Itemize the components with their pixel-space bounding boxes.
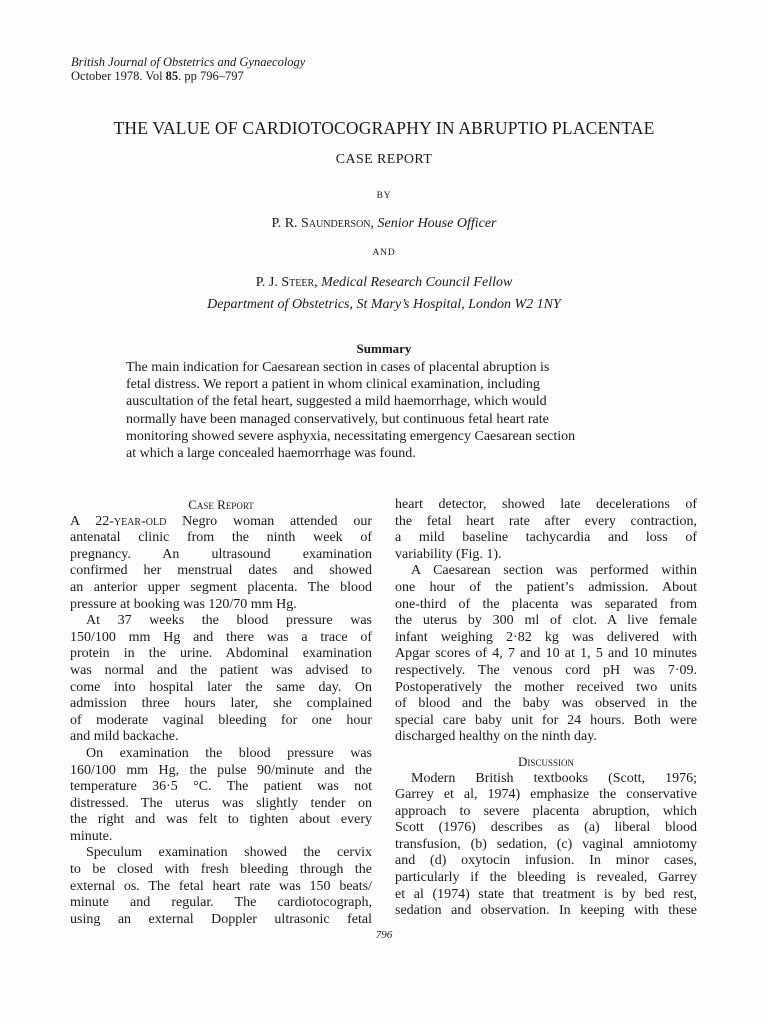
body-line: of blood and the baby was observed in the	[395, 696, 697, 712]
summary-text	[126, 359, 642, 462]
opening-rest: Negro woman attended our	[166, 513, 372, 529]
body-line: external os. The fetal heart rate was 150 beats/	[70, 878, 372, 894]
body-line: protein in the urine. Abdominal examination	[70, 646, 372, 662]
and-label: AND	[372, 248, 396, 258]
body-line: the right and was felt to tighten about every	[70, 812, 372, 828]
body-line: distressed. The uterus was slightly tender on	[70, 795, 372, 811]
author-1: P. R. Saunderson, Senior House Officer	[271, 216, 497, 231]
article-subtitle: CASE REPORT	[335, 152, 433, 167]
summary-line: monitoring showed severe asphyxia, necessitating emergency Caesarean section	[126, 428, 576, 444]
body-line: particularly if the bleeding is revealed, Garrey	[395, 870, 697, 886]
page-range: . pp 796–797	[178, 69, 244, 83]
body-line: 150/100 mm Hg and there was a trace of	[70, 629, 372, 645]
body-line: transfusion, (b) sedation, (c) vaginal amniotomy	[395, 836, 697, 852]
left-column	[70, 497, 372, 928]
body-line: At 37 weeks the blood pressure was	[86, 613, 372, 629]
author-1-name: P. R. Saunderson	[271, 216, 371, 231]
body-line: an anterior upper segment placenta. The blood	[70, 579, 372, 595]
body-line: On examination the blood pressure was	[86, 745, 372, 761]
body-line: admission three hours later, she complained	[70, 696, 372, 712]
body-line: approach to severe placenta abruption, which	[395, 803, 697, 819]
body-line	[70, 514, 372, 531]
article-title: THE VALUE OF CARDIOTOCOGRAPHY IN ABRUPTIO PLACENTAE	[113, 118, 655, 138]
journal-issue	[71, 69, 305, 83]
body-line: the uterus by 300 ml of clot. A live female	[395, 613, 697, 629]
body-line: and mild backache.	[70, 729, 179, 745]
body-line: confirmed her menstrual dates and showed	[70, 563, 372, 579]
page-number: 796	[375, 929, 393, 941]
body-line: heart detector, showed late decelerations of	[395, 497, 697, 512]
body-line: special care baby unit for 24 hours. Both were	[395, 712, 697, 728]
issue-date: October 1978. Vol	[71, 69, 166, 83]
body-line: Modern British textbooks (Scott, 1976;	[411, 770, 697, 786]
body-line: respectively. The venous cord pH was 7·09.	[395, 662, 697, 678]
summary-line: normally have been managed conservatively, but continuous fetal heart rate	[126, 411, 549, 427]
body-line: Speculum examination showed the cervix	[86, 845, 372, 861]
body-line: the fetal heart rate after every contraction,	[395, 513, 697, 529]
body-line: of moderate vaginal bleeding for one hour	[70, 712, 372, 728]
summary-heading: Summary	[356, 341, 412, 356]
author-1-role: Senior House Officer	[377, 216, 497, 231]
body-line: was normal and the patient was advised to	[70, 662, 372, 678]
summary-line: The main indication for Caesarean section in cases of placental abruption is	[126, 360, 550, 375]
body-line: one-third of the placenta was separated from	[395, 596, 697, 612]
body-line: temperature 36·5 °C. The patient was not	[70, 779, 372, 795]
body-line: Postoperatively the mother received two units	[395, 679, 697, 695]
right-column	[395, 497, 697, 920]
body-line: and (d) oxytocin infusion. In minor cases,	[395, 853, 697, 869]
body-line: sedation and observation. In keeping with these	[395, 903, 697, 919]
by-label: BY	[376, 191, 392, 201]
author-2-name: P. J. Steer	[255, 275, 315, 290]
volume-number: 85	[165, 69, 179, 83]
body-line: pressure at booking was 120/70 mm Hg.	[70, 596, 297, 612]
opening-words: A 22-year-old	[70, 513, 167, 529]
body-line: to be closed with fresh bleeding through the	[70, 862, 372, 878]
body-line: et al (1974) state that treatment is by bed rest,	[395, 886, 697, 902]
body-line: minute and regular. The cardiotocograph,	[70, 895, 372, 911]
summary-line: auscultation of the fetal heart, suggested a mild haemorrhage, which would	[126, 394, 547, 410]
summary-line: at which a large concealed haemorrhage was found.	[126, 446, 416, 462]
body-line: a mild baseline tachycardia and loss of	[395, 530, 697, 546]
body-line: one hour of the patient’s admission. About	[395, 579, 697, 595]
case-report-heading: Case Report	[188, 497, 254, 512]
body-line: infant weighing 2·82 kg was delivered with	[395, 629, 697, 645]
summary-line: fetal distress. We report a patient in whom clinical examination, including	[126, 377, 540, 393]
body-line: variability (Fig. 1).	[395, 546, 502, 562]
body-line: Apgar scores of 4, 7 and 10 at 1, 5 and 10 minutes	[395, 646, 697, 662]
body-line: come into hospital later the same day. On	[70, 679, 372, 695]
body-line: pregnancy. An ultrasound examination	[70, 546, 372, 562]
body-line: Scott (1976) describes as (a) liberal blood	[395, 820, 697, 836]
body-line: Garrey et al, 1974) emphasize the conservative	[395, 787, 697, 803]
body-line: minute.	[70, 828, 113, 844]
body-line: 160/100 mm Hg, the pulse 90/minute and the	[70, 762, 372, 778]
body-line: A Caesarean section was performed within	[411, 563, 697, 579]
body-line: using an external Doppler ultrasonic fetal	[70, 911, 372, 927]
journal-name: British Journal of Obstetrics and Gynaecology	[71, 55, 306, 69]
section-gap	[395, 746, 697, 754]
author-2-role: Medical Research Council Fellow	[321, 275, 513, 290]
discussion-heading: Discussion	[518, 753, 574, 769]
author-affiliation: Department of Obstetrics, St Mary’s Hospital, London W2 1NY	[207, 297, 561, 312]
body-line: antenatal clinic from the ninth week of	[70, 530, 372, 546]
body-line: discharged healthy on the ninth day.	[395, 729, 597, 745]
author-2: P. J. Steer, Medical Research Council Fellow	[255, 275, 513, 290]
journal-header	[71, 55, 305, 83]
